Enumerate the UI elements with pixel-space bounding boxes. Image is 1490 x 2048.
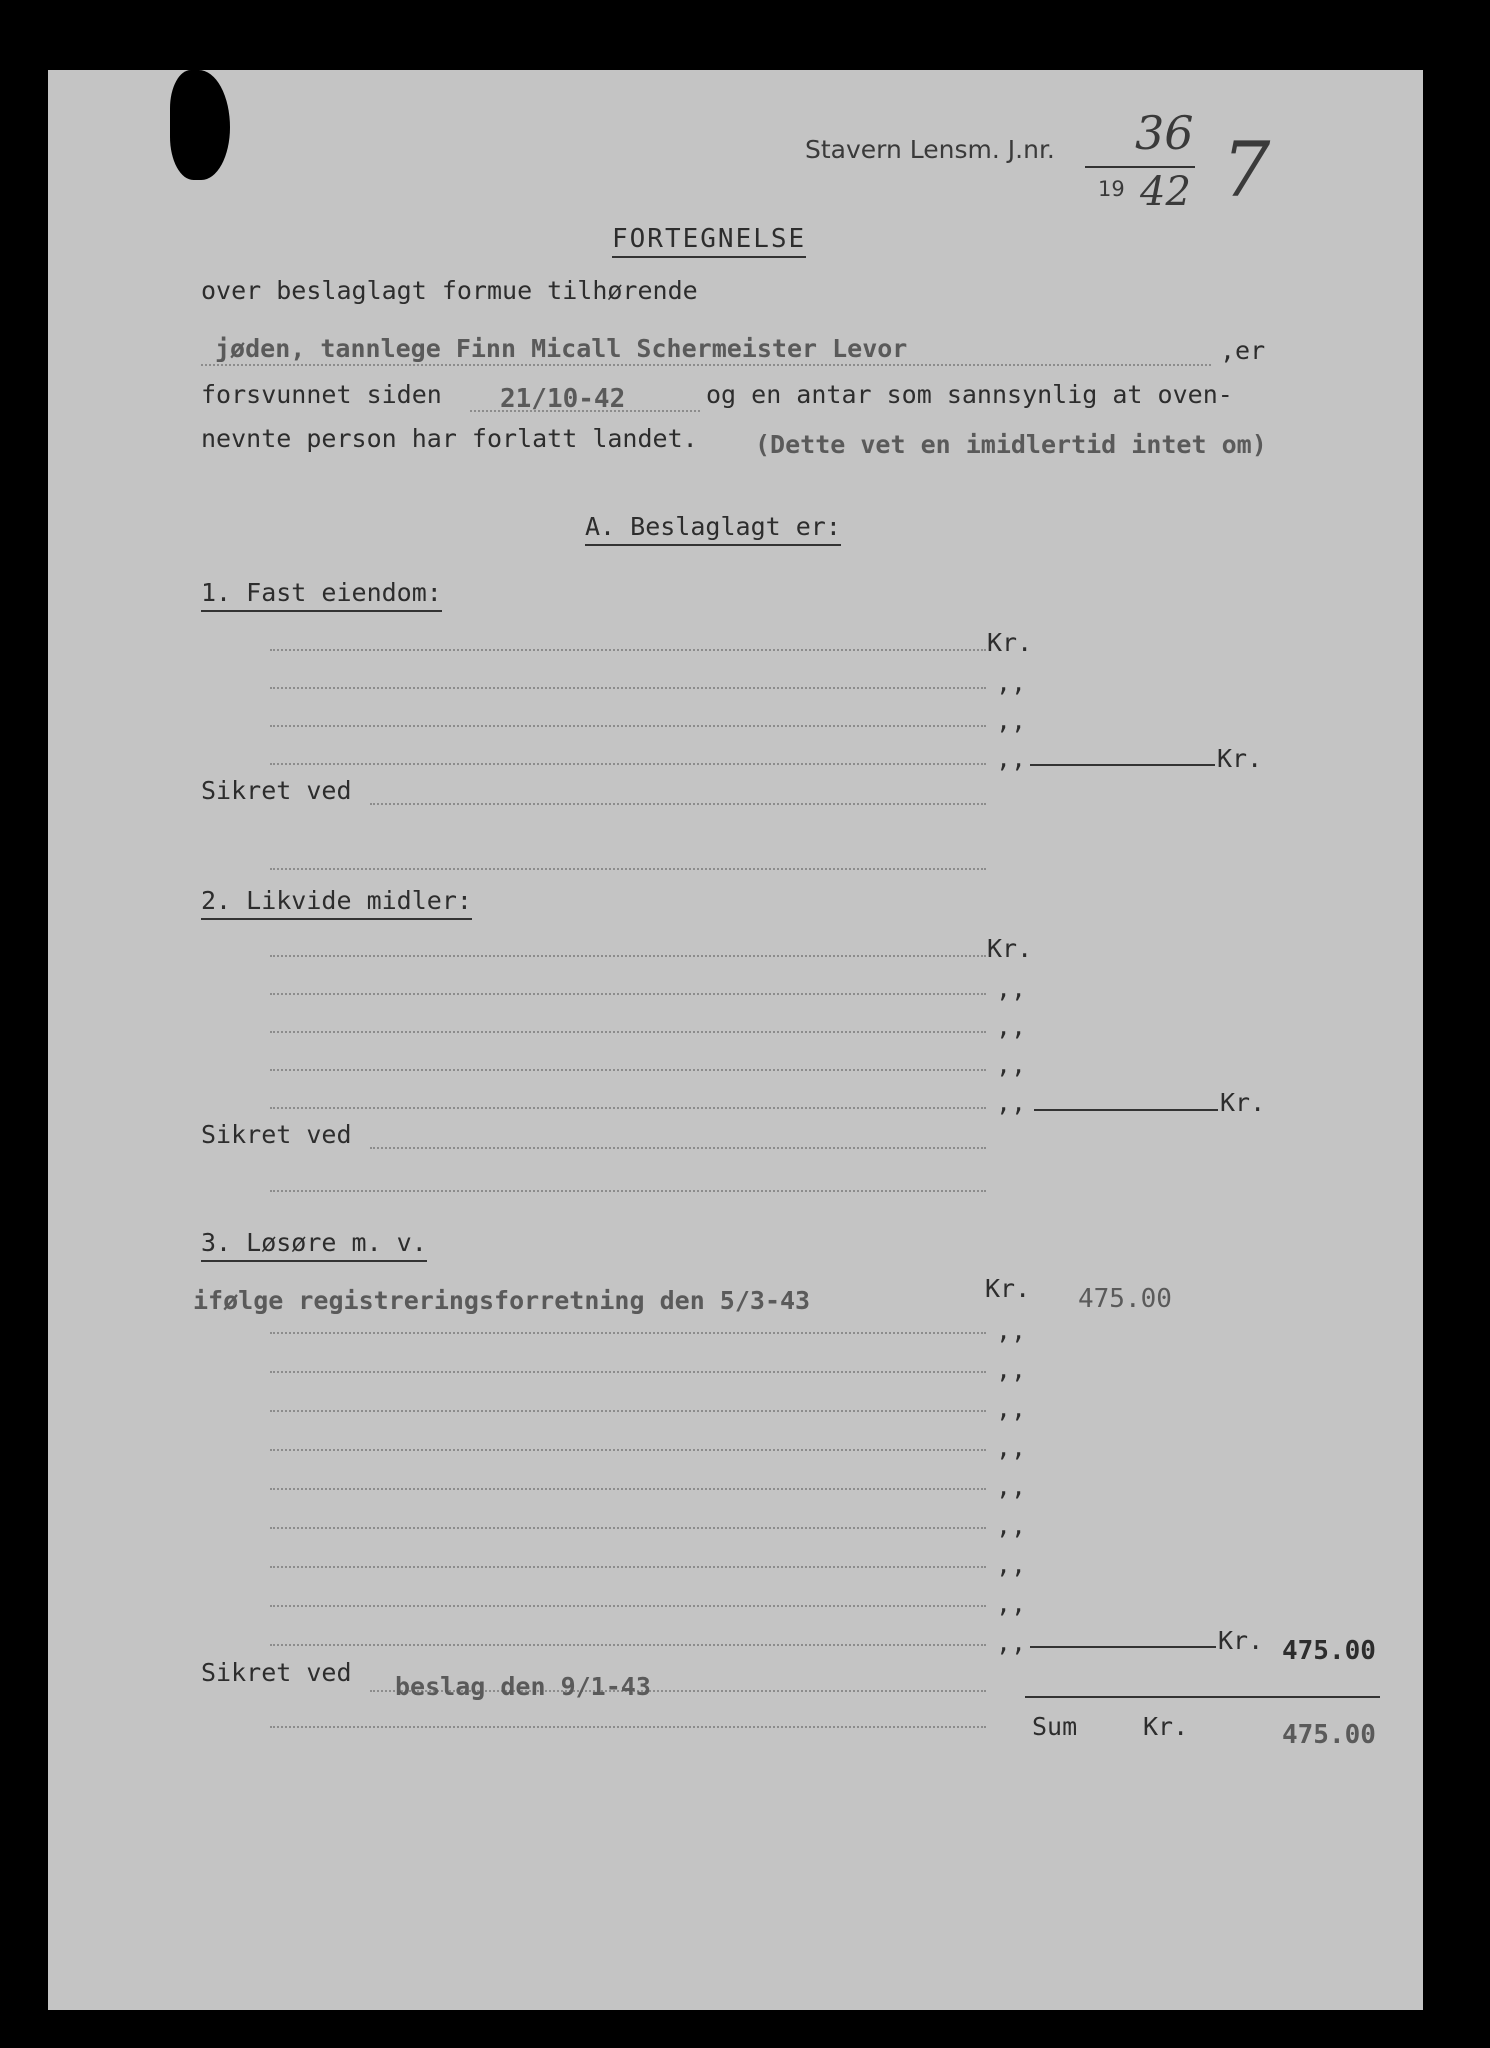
s3-secured-text: beslag den 9/1-43	[395, 1672, 651, 1701]
s3-ditto-4: ,,	[996, 1433, 1027, 1462]
s1-line-1	[270, 649, 986, 651]
s3-item-amount: 475.00	[1078, 1284, 1172, 1314]
s2-secured-label: Sikret ved	[201, 1120, 352, 1149]
s2-ditto-2: ,,	[996, 1012, 1027, 1041]
s3-line-9	[270, 1605, 986, 1607]
s3-line-5	[270, 1449, 986, 1451]
owner-dotline	[201, 364, 1211, 366]
s2-line-2	[270, 993, 986, 995]
section-3-heading: 3. Løsøre m. v.	[201, 1228, 427, 1262]
s2-secured-line-2	[270, 1190, 986, 1192]
journal-number-rule	[1085, 166, 1195, 168]
s3-ditto-6: ,,	[996, 1511, 1027, 1540]
s1-subtotal-rule	[1030, 764, 1215, 766]
s2-secured-line-1	[370, 1147, 986, 1149]
s3-line-8	[270, 1566, 986, 1568]
year-prefix: 19	[1098, 177, 1125, 201]
handwritten-mark: 7	[1222, 125, 1271, 214]
s1-ditto-3: ,,	[996, 744, 1027, 773]
s1-ditto-1: ,,	[996, 668, 1027, 697]
s3-ditto-8: ,,	[996, 1589, 1027, 1618]
year-suffix: 42	[1140, 169, 1191, 215]
owner-suffix: ,er	[1220, 336, 1266, 365]
s1-line-4	[270, 763, 986, 765]
s1-secured-label: Sikret ved	[201, 776, 352, 805]
s3-secured-label: Sikret ved	[201, 1658, 352, 1687]
torn-corner	[170, 70, 230, 180]
s3-ditto-5: ,,	[996, 1472, 1027, 1501]
intro-line1: over beslaglagt formue tilhørende	[201, 276, 698, 305]
sum-amount: 475.00	[1282, 1720, 1376, 1750]
s1-line-2	[270, 687, 986, 689]
s3-ditto-7: ,,	[996, 1550, 1027, 1579]
s1-secured-line-1	[370, 803, 986, 805]
page-title: FORTEGNELSE	[612, 224, 806, 258]
intro-line3: nevnte person har forlatt landet.	[201, 424, 698, 453]
s1-subtotal-label: Kr.	[1217, 744, 1263, 773]
s1-line-3	[270, 725, 986, 727]
stamp-label: Stavern Lensm. J.nr.	[805, 135, 1055, 164]
s3-ditto-1: ,,	[996, 1316, 1027, 1345]
s2-line-1	[270, 955, 986, 957]
s3-line-10	[270, 1644, 986, 1646]
sum-kr-label: Kr.	[1143, 1712, 1189, 1741]
s3-subtotal-amount: 475.00	[1282, 1636, 1376, 1666]
s2-line-3	[270, 1031, 986, 1033]
owner-name: jøden, tannlege Finn Micall Schermeister Levor	[215, 334, 908, 363]
s3-kr-label: Kr.	[985, 1274, 1031, 1303]
section-2-heading: 2. Likvide midler:	[201, 886, 472, 920]
s2-subtotal-label: Kr.	[1220, 1088, 1266, 1117]
s3-subtotal-label: Kr.	[1218, 1626, 1264, 1655]
s3-ditto-9: ,,	[996, 1628, 1027, 1657]
s1-kr-label: Kr.	[987, 628, 1033, 657]
intro-line2-suffix: og en antar som sannsynlig at oven-	[706, 380, 1233, 409]
section-1-heading: 1. Fast eiendom:	[201, 578, 442, 612]
s3-line-4	[270, 1410, 986, 1412]
missing-date: 21/10-42	[500, 384, 626, 414]
sum-label: Sum	[1032, 1712, 1078, 1741]
s3-ditto-3: ,,	[996, 1394, 1027, 1423]
s3-line-2	[270, 1332, 986, 1334]
s1-ditto-2: ,,	[996, 706, 1027, 735]
s1-secured-line-2	[270, 868, 986, 870]
intro-note: (Dette vet en imidlertid intet om)	[755, 430, 1267, 459]
s3-line-3	[270, 1371, 986, 1373]
s3-subtotal-rule	[1030, 1646, 1216, 1648]
s2-ditto-1: ,,	[996, 974, 1027, 1003]
intro-line2-prefix: forsvunnet siden	[201, 380, 442, 409]
s2-subtotal-rule	[1034, 1109, 1218, 1111]
s2-line-4	[270, 1069, 986, 1071]
section-a-heading: A. Beslaglagt er:	[585, 512, 841, 546]
sum-rule	[1025, 1696, 1380, 1698]
s3-item-text: ifølge registreringsforretning den 5/3-43	[193, 1286, 811, 1315]
s3-line-6	[270, 1488, 986, 1490]
s2-kr-label: Kr.	[987, 934, 1033, 963]
s2-ditto-3: ,,	[996, 1050, 1027, 1079]
s2-ditto-4: ,,	[996, 1088, 1027, 1117]
journal-number: 36	[1135, 106, 1194, 160]
s3-line-7	[270, 1527, 986, 1529]
s3-secured-line-2	[270, 1726, 986, 1728]
s2-line-5	[270, 1107, 986, 1109]
s3-ditto-2: ,,	[996, 1355, 1027, 1384]
